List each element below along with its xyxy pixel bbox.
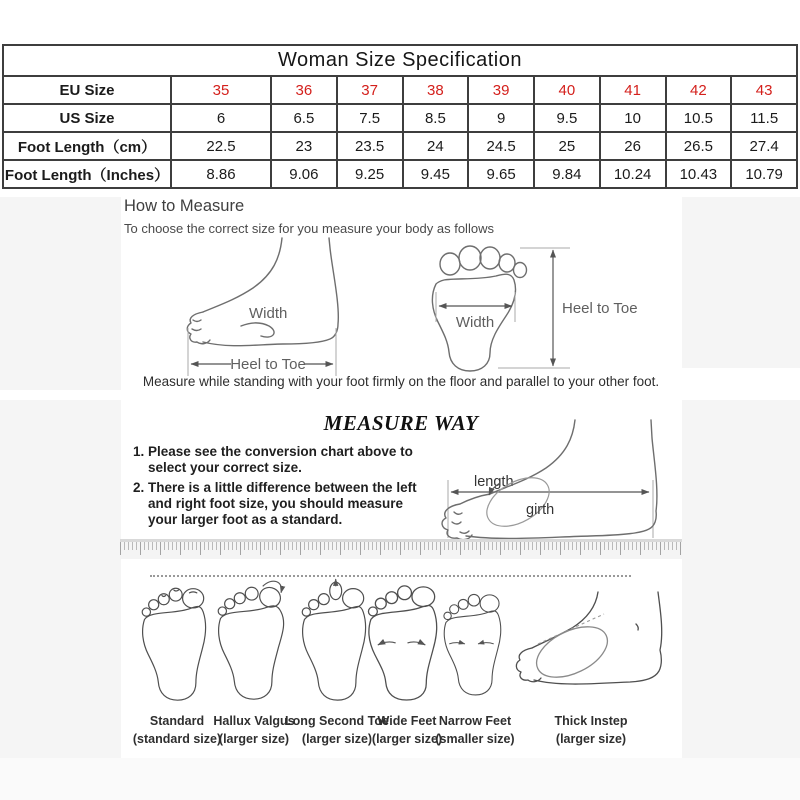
us-size-cell: 9.5 (534, 104, 600, 132)
eu-size-cell: 42 (666, 76, 732, 104)
size-table (2, 44, 798, 189)
cm-cell: 23.5 (337, 132, 403, 160)
eu-size-cell: 38 (403, 76, 469, 104)
inches-cell: 8.86 (171, 160, 271, 188)
sole-outline (203, 238, 338, 346)
measure-way-step (133, 444, 423, 476)
wide-arrow-left (378, 642, 396, 645)
row-label-us-size: US Size (3, 104, 171, 132)
inches-cell: 10.43 (666, 160, 732, 188)
table-row (3, 76, 797, 104)
step-text: There is a little difference between the left and right foot size, you should measure your larger foot as a standard. (148, 480, 417, 527)
measure-caption: Measure while standing with your foot firmly on the floor and parallel to your other foot. (142, 374, 660, 389)
measure-way-steps (133, 444, 423, 532)
toe-creases (192, 320, 201, 331)
foot-outline (203, 238, 282, 312)
us-size-cell: 10.5 (666, 104, 732, 132)
girth-label: girth (526, 502, 555, 518)
foot-type-name: Thick Instep (554, 714, 628, 728)
foot-type-size: (larger size) (555, 732, 627, 746)
left-gutter-top (0, 197, 121, 390)
top-width-label: Width (455, 314, 495, 331)
us-size-cell: 9 (468, 104, 534, 132)
foot-type-name: Standard (149, 714, 205, 728)
right-gutter-top (682, 197, 800, 368)
bottom-band (0, 758, 800, 800)
toe-creases (452, 512, 469, 533)
footprint-outline (303, 606, 366, 700)
footprint-outline (219, 606, 284, 699)
toe (459, 246, 481, 270)
side-width-label: Width (249, 305, 288, 322)
foot-type-label (529, 712, 653, 748)
narrow-arrow-left (449, 643, 465, 644)
foot-type-size: (larger size) (371, 732, 443, 746)
cm-cell: 23 (271, 132, 337, 160)
foot-thick-instep-diagram (512, 592, 672, 704)
us-size-cell: 8.5 (403, 104, 469, 132)
foot-type-name: Wide Feet (377, 714, 437, 728)
footprint-outline (369, 605, 437, 700)
us-size-cell: 11.5 (731, 104, 797, 132)
foot-type-size: (larger size) (218, 732, 290, 746)
us-size-cell: 7.5 (337, 104, 403, 132)
row-label-foot-length-cm: Foot Length（cm） (3, 132, 171, 160)
us-size-cell: 6.5 (271, 104, 337, 132)
foot-hallux-valgus-diagram (215, 577, 293, 703)
left-gutter-bottom (0, 400, 121, 758)
us-size-cell: 6 (171, 104, 271, 132)
narrow-arrow-right (478, 643, 494, 644)
footprint-outline (143, 606, 206, 700)
valgus-arrow (263, 581, 282, 593)
toe (440, 253, 460, 275)
eu-size-cell: 35 (171, 76, 271, 104)
foot-type-name: Long Second Toe (285, 714, 389, 728)
row-label-eu-size: EU Size (3, 76, 171, 104)
foot-outline (532, 592, 598, 648)
step-number: 2. (133, 480, 145, 495)
foot-narrow-diagram (441, 582, 511, 700)
foot-type-size: (larger size) (301, 732, 373, 746)
step-number: 1. (133, 444, 145, 459)
footprint-diagram (420, 236, 655, 386)
girth-loop (529, 616, 616, 687)
cm-cell: 27.4 (731, 132, 797, 160)
foot-type-size: (smaller size) (435, 732, 515, 746)
top-heel-toe-label: Heel to Toe (562, 300, 638, 317)
how-to-measure-intro: To choose the correct size for you measure your body as follows (124, 221, 494, 236)
toe (514, 263, 527, 278)
cm-cell: 22.5 (171, 132, 271, 160)
how-to-measure-heading: How to Measure (124, 197, 245, 215)
eu-size-cell: 36 (271, 76, 337, 104)
toe (499, 254, 515, 272)
foot-standard-diagram (139, 579, 217, 703)
eu-size-cell: 43 (731, 76, 797, 104)
eu-size-cell: 40 (534, 76, 600, 104)
table-row (3, 132, 797, 160)
cm-cell: 26 (600, 132, 666, 160)
wide-arrow-right (407, 642, 425, 645)
inches-cell: 9.84 (534, 160, 600, 188)
eu-size-cell: 37 (337, 76, 403, 104)
cm-cell: 25 (534, 132, 600, 160)
width-pointer-curve (241, 323, 274, 337)
ruler (120, 539, 682, 559)
length-label: length (474, 474, 514, 490)
eu-size-cell: 39 (468, 76, 534, 104)
footprint-outline (444, 611, 501, 695)
foot-type-name: Narrow Feet (438, 714, 512, 728)
table-row (3, 160, 797, 188)
inches-cell: 9.65 (468, 160, 534, 188)
table-row (3, 104, 797, 132)
cm-cell: 24.5 (468, 132, 534, 160)
step-text: Please see the conversion chart above to select your correct size. (148, 444, 413, 475)
instep-dotted-line (538, 614, 604, 644)
foot-type-size: (standard size) (132, 732, 222, 746)
cm-cell: 24 (403, 132, 469, 160)
inches-cell: 10.79 (731, 160, 797, 188)
right-gutter-bottom (682, 400, 800, 758)
eu-size-cell: 41 (600, 76, 666, 104)
ankle-crease (636, 624, 638, 630)
row-label-foot-length-inches: Foot Length（Inches） (3, 160, 171, 188)
inches-cell: 9.45 (403, 160, 469, 188)
foot-type-name: Hallux Valgus (213, 714, 295, 728)
measure-way-heading: MEASURE WAY (323, 411, 479, 435)
ruler-big-ticks (120, 542, 682, 555)
measure-way-foot-diagram (440, 420, 695, 545)
us-size-cell: 10 (600, 104, 666, 132)
foot-type-label (413, 712, 537, 748)
side-foot-diagram (183, 238, 363, 383)
table-title: Woman Size Specification (3, 45, 797, 76)
inches-cell: 10.24 (600, 160, 666, 188)
toes-outline (187, 312, 210, 344)
toe (480, 247, 500, 269)
foot-wide-diagram (365, 578, 449, 703)
side-heel-toe-label: Heel to Toe (230, 356, 306, 373)
inches-cell: 9.25 (337, 160, 403, 188)
cm-cell: 26.5 (666, 132, 732, 160)
measure-way-step (133, 480, 423, 528)
inches-cell: 9.06 (271, 160, 337, 188)
